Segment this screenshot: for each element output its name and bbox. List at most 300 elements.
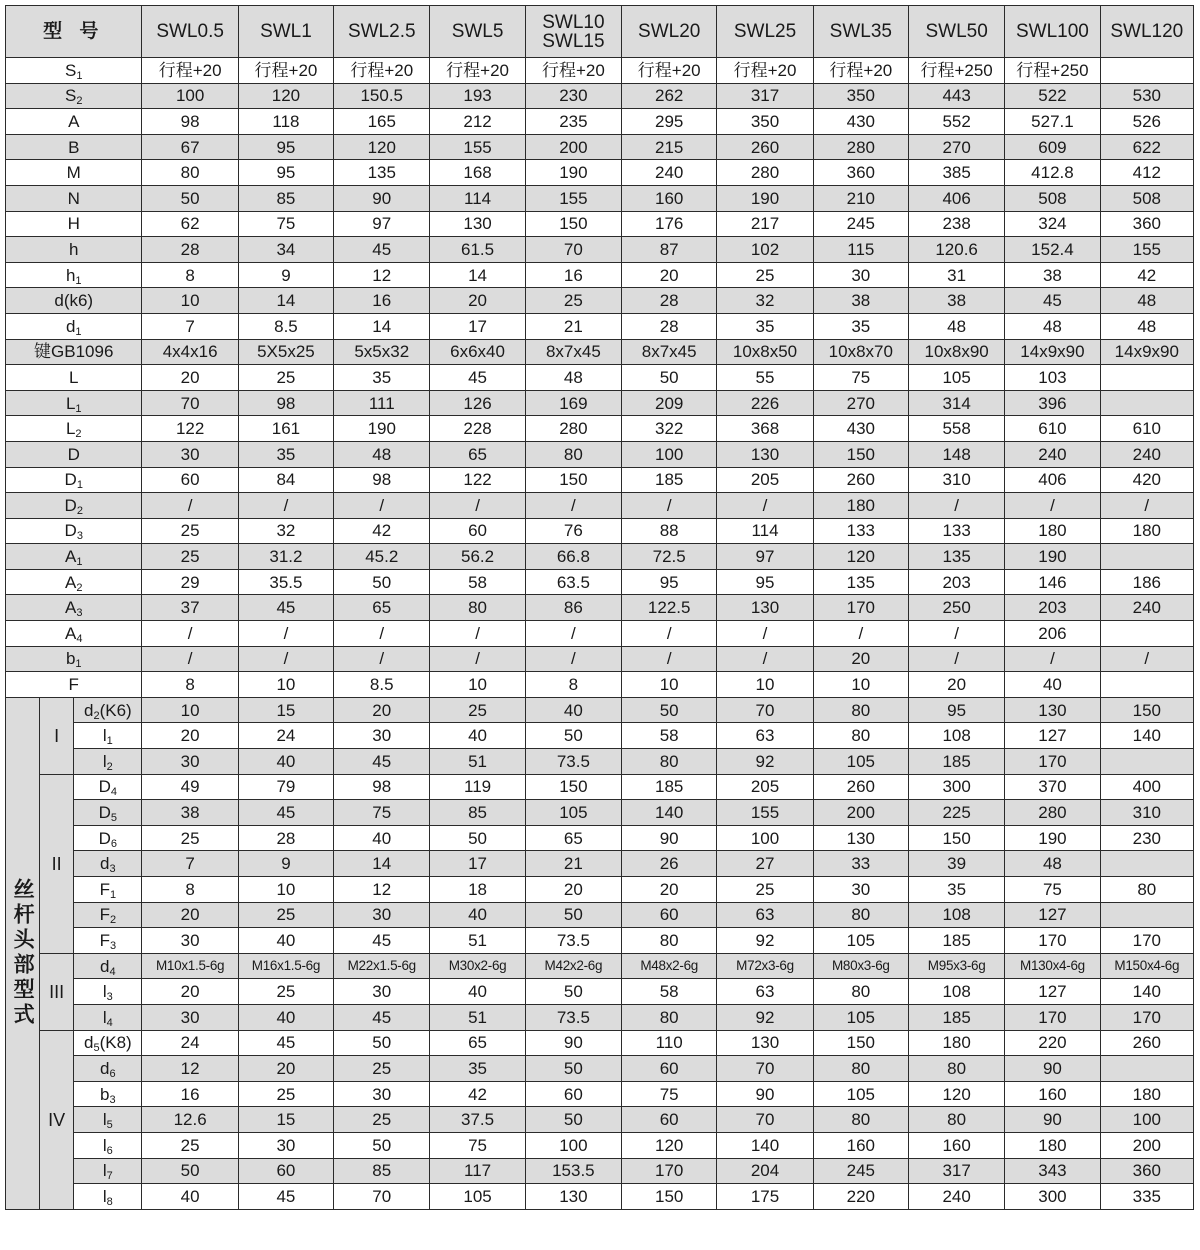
value-cell: / bbox=[142, 621, 238, 647]
value-cell: / bbox=[622, 646, 717, 672]
value-cell: M48x2-6g bbox=[622, 953, 717, 979]
value-cell: 92 bbox=[717, 1004, 813, 1030]
value-cell: 58 bbox=[622, 979, 717, 1005]
value-cell: 45 bbox=[238, 800, 333, 826]
value-cell: 190 bbox=[1005, 825, 1100, 851]
value-cell bbox=[1100, 1056, 1193, 1082]
value-cell: 25 bbox=[142, 1132, 238, 1158]
table-row bbox=[6, 697, 1194, 723]
value-cell: 28 bbox=[622, 288, 717, 314]
value-cell: 25 bbox=[334, 1107, 430, 1133]
value-cell: 30 bbox=[334, 902, 430, 928]
screw-section-title: 丝杆头部型式 bbox=[6, 697, 40, 1209]
value-cell: 105 bbox=[813, 928, 908, 954]
value-cell: 8 bbox=[142, 262, 238, 288]
value-cell: 30 bbox=[142, 749, 238, 775]
value-cell: 63 bbox=[717, 902, 813, 928]
value-cell: 310 bbox=[908, 467, 1004, 493]
value-cell: 114 bbox=[430, 185, 525, 211]
value-cell: 10x8x50 bbox=[717, 339, 813, 365]
value-cell: 67 bbox=[142, 134, 238, 160]
value-cell bbox=[1100, 544, 1193, 570]
value-cell: 180 bbox=[1005, 518, 1100, 544]
row-label bbox=[74, 1158, 142, 1184]
value-cell: 20 bbox=[334, 697, 430, 723]
value-cell: 108 bbox=[908, 723, 1004, 749]
model-header bbox=[717, 6, 813, 58]
value-cell: 30 bbox=[142, 928, 238, 954]
row-label-subscript: 2 bbox=[109, 914, 117, 927]
value-cell: 609 bbox=[1005, 134, 1100, 160]
table-row bbox=[6, 672, 1194, 698]
table-row bbox=[6, 467, 1194, 493]
value-cell: 32 bbox=[238, 518, 333, 544]
row-label-subscript: 2 bbox=[76, 95, 83, 108]
value-cell: 95 bbox=[622, 569, 717, 595]
row-label-text: A bbox=[65, 598, 77, 618]
row-label-subscript: 1 bbox=[76, 69, 83, 82]
value-cell: 70 bbox=[717, 1056, 813, 1082]
value-cell: 185 bbox=[908, 1004, 1004, 1030]
value-cell: 37 bbox=[142, 595, 238, 621]
value-cell: 80 bbox=[430, 595, 525, 621]
row-label bbox=[6, 339, 142, 365]
row-label-subscript: 3 bbox=[76, 530, 83, 543]
value-cell: 行程+20 bbox=[717, 58, 813, 84]
table-row bbox=[6, 1081, 1194, 1107]
row-label-subscript: 2 bbox=[76, 581, 83, 594]
value-cell: 65 bbox=[334, 595, 430, 621]
value-cell: 70 bbox=[525, 237, 621, 263]
table-row bbox=[6, 365, 1194, 391]
value-cell: 25 bbox=[142, 518, 238, 544]
value-cell: 8 bbox=[142, 877, 238, 903]
value-cell: 8 bbox=[142, 672, 238, 698]
value-cell: 130 bbox=[717, 1030, 813, 1056]
value-cell: 153.5 bbox=[525, 1158, 621, 1184]
value-cell: 35 bbox=[430, 1056, 525, 1082]
value-cell: 90 bbox=[1005, 1056, 1100, 1082]
value-cell: 48 bbox=[1100, 288, 1193, 314]
value-cell: 行程+20 bbox=[142, 58, 238, 84]
value-cell: 160 bbox=[1005, 1081, 1100, 1107]
value-cell: 90 bbox=[525, 1030, 621, 1056]
value-cell: 26 bbox=[622, 851, 717, 877]
table-row bbox=[6, 416, 1194, 442]
value-cell: 140 bbox=[622, 800, 717, 826]
value-cell: 10x8x90 bbox=[908, 339, 1004, 365]
value-cell: 65 bbox=[430, 441, 525, 467]
value-cell: 30 bbox=[334, 723, 430, 749]
value-cell: 80 bbox=[813, 697, 908, 723]
row-label bbox=[6, 441, 142, 467]
row-label bbox=[74, 1030, 142, 1056]
row-label-text: L bbox=[69, 367, 79, 387]
value-cell: 406 bbox=[908, 185, 1004, 211]
value-cell: 20 bbox=[813, 646, 908, 672]
row-label-text: b bbox=[65, 649, 76, 669]
row-label-text: h bbox=[69, 239, 79, 259]
value-cell: 90 bbox=[622, 825, 717, 851]
value-cell: 25 bbox=[334, 1056, 430, 1082]
value-cell: 230 bbox=[1100, 825, 1193, 851]
value-cell: 45.2 bbox=[334, 544, 430, 570]
value-cell: 80 bbox=[813, 723, 908, 749]
value-cell: / bbox=[717, 493, 813, 519]
value-cell: 127 bbox=[1005, 902, 1100, 928]
row-label bbox=[6, 262, 142, 288]
table-row bbox=[6, 877, 1194, 903]
value-cell: 295 bbox=[622, 109, 717, 135]
value-cell: / bbox=[717, 646, 813, 672]
value-cell: 108 bbox=[908, 979, 1004, 1005]
value-cell: 28 bbox=[238, 825, 333, 851]
value-cell: 60 bbox=[622, 902, 717, 928]
value-cell: 155 bbox=[430, 134, 525, 160]
value-cell: 12 bbox=[334, 262, 430, 288]
model-header bbox=[142, 6, 238, 58]
row-label-text: l bbox=[102, 751, 107, 771]
value-cell: 203 bbox=[1005, 595, 1100, 621]
row-label-text: L bbox=[65, 393, 76, 413]
value-cell: 130 bbox=[525, 1184, 621, 1210]
value-cell: 73.5 bbox=[525, 1004, 621, 1030]
value-cell: 25 bbox=[142, 825, 238, 851]
value-cell: 60 bbox=[430, 518, 525, 544]
value-cell: 310 bbox=[1100, 800, 1193, 826]
value-cell: 260 bbox=[813, 467, 908, 493]
value-cell: 250 bbox=[908, 595, 1004, 621]
value-cell: 150 bbox=[813, 441, 908, 467]
value-cell: / bbox=[430, 621, 525, 647]
value-cell: 200 bbox=[1100, 1132, 1193, 1158]
value-cell: 15 bbox=[238, 697, 333, 723]
row-label-text: S bbox=[65, 86, 77, 106]
value-cell: 48 bbox=[1005, 313, 1100, 339]
value-cell: M80x3-6g bbox=[813, 953, 908, 979]
value-cell: 30 bbox=[142, 441, 238, 467]
row-label-subscript: 5 bbox=[93, 1042, 100, 1055]
value-cell: / bbox=[430, 646, 525, 672]
value-cell: 185 bbox=[622, 774, 717, 800]
value-cell: 314 bbox=[908, 390, 1004, 416]
value-cell: 205 bbox=[717, 467, 813, 493]
value-cell: 396 bbox=[1005, 390, 1100, 416]
value-cell: 14 bbox=[334, 851, 430, 877]
value-cell: 75 bbox=[813, 365, 908, 391]
value-cell: 200 bbox=[525, 134, 621, 160]
row-label-text: l bbox=[102, 1161, 107, 1181]
value-cell: 324 bbox=[1005, 211, 1100, 237]
row-label-subscript: 8 bbox=[106, 1195, 113, 1208]
value-cell: 行程+20 bbox=[622, 58, 717, 84]
value-cell: 508 bbox=[1100, 185, 1193, 211]
row-label-subscript: 1 bbox=[75, 402, 82, 415]
value-cell: 105 bbox=[813, 1004, 908, 1030]
value-cell: 212 bbox=[430, 109, 525, 135]
row-label bbox=[74, 902, 142, 928]
value-cell: 170 bbox=[1005, 749, 1100, 775]
row-label-subscript: 3 bbox=[76, 607, 83, 620]
value-cell: 25 bbox=[238, 365, 333, 391]
value-cell: / bbox=[1005, 646, 1100, 672]
value-cell: 63.5 bbox=[525, 569, 621, 595]
table-row bbox=[6, 723, 1194, 749]
value-cell: 8 bbox=[525, 672, 621, 698]
value-cell: 190 bbox=[525, 160, 621, 186]
value-cell: 25 bbox=[142, 544, 238, 570]
value-cell: 28 bbox=[142, 237, 238, 263]
value-cell: 90 bbox=[334, 185, 430, 211]
model-header bbox=[908, 6, 1004, 58]
value-cell: / bbox=[525, 621, 621, 647]
value-cell: 170 bbox=[1100, 928, 1193, 954]
value-cell: 51 bbox=[430, 1004, 525, 1030]
row-label-text: D bbox=[98, 777, 111, 797]
value-cell: 526 bbox=[1100, 109, 1193, 135]
row-label-subscript: 6 bbox=[109, 1067, 116, 1080]
value-cell: 133 bbox=[908, 518, 1004, 544]
row-label-subscript: 1 bbox=[75, 274, 82, 287]
row-label bbox=[74, 877, 142, 903]
row-label bbox=[74, 749, 142, 775]
table-row bbox=[6, 58, 1194, 84]
table-row bbox=[6, 441, 1194, 467]
value-cell: 97 bbox=[717, 544, 813, 570]
value-cell: 118 bbox=[238, 109, 333, 135]
value-cell: 75 bbox=[334, 800, 430, 826]
value-cell: / bbox=[334, 621, 430, 647]
value-cell: 39 bbox=[908, 851, 1004, 877]
value-cell: 38 bbox=[908, 288, 1004, 314]
row-label bbox=[74, 1132, 142, 1158]
value-cell: 522 bbox=[1005, 83, 1100, 109]
row-label-subscript: 6 bbox=[110, 837, 118, 850]
value-cell: 40 bbox=[525, 697, 621, 723]
row-label-text: F bbox=[68, 675, 79, 695]
value-cell: 31.2 bbox=[238, 544, 333, 570]
value-cell: M150x4-6g bbox=[1100, 953, 1193, 979]
value-cell: 80 bbox=[142, 160, 238, 186]
value-cell: 95 bbox=[238, 160, 333, 186]
value-cell: 行程+20 bbox=[430, 58, 525, 84]
value-cell: 31 bbox=[908, 262, 1004, 288]
value-cell: 84 bbox=[238, 467, 333, 493]
row-label-text: M bbox=[66, 163, 81, 183]
value-cell: 66.8 bbox=[525, 544, 621, 570]
value-cell: 370 bbox=[1005, 774, 1100, 800]
header-row bbox=[6, 6, 1194, 58]
value-cell: 300 bbox=[1005, 1184, 1100, 1210]
value-cell: 406 bbox=[1005, 467, 1100, 493]
value-cell: 12.6 bbox=[142, 1107, 238, 1133]
row-label-subscript: 4 bbox=[110, 786, 118, 799]
value-cell: 25 bbox=[238, 1081, 333, 1107]
value-cell: 75 bbox=[430, 1132, 525, 1158]
model-header bbox=[430, 6, 525, 58]
value-cell: 87 bbox=[622, 237, 717, 263]
row-label-text: L bbox=[65, 419, 76, 439]
value-cell: 155 bbox=[1100, 237, 1193, 263]
value-cell: 14x9x90 bbox=[1005, 339, 1100, 365]
value-cell: 50 bbox=[430, 825, 525, 851]
row-label bbox=[74, 928, 142, 954]
value-cell: 62 bbox=[142, 211, 238, 237]
value-cell: 161 bbox=[238, 416, 333, 442]
value-cell: 240 bbox=[1100, 595, 1193, 621]
table-row bbox=[6, 953, 1194, 979]
value-cell: 238 bbox=[908, 211, 1004, 237]
value-cell: 20 bbox=[908, 672, 1004, 698]
value-cell: 300 bbox=[908, 774, 1004, 800]
value-cell: 152.4 bbox=[1005, 237, 1100, 263]
value-cell: 55 bbox=[717, 365, 813, 391]
value-cell: 30 bbox=[334, 1081, 430, 1107]
row-label-text: d bbox=[100, 1058, 110, 1078]
value-cell: / bbox=[717, 621, 813, 647]
value-cell: 73.5 bbox=[525, 928, 621, 954]
value-cell: 180 bbox=[1100, 518, 1193, 544]
value-cell: 30 bbox=[334, 979, 430, 1005]
model-name: SWL0.5 bbox=[156, 21, 224, 42]
value-cell: 50 bbox=[142, 185, 238, 211]
value-cell: 63 bbox=[717, 979, 813, 1005]
value-cell bbox=[1100, 902, 1193, 928]
value-cell: 45 bbox=[334, 1004, 430, 1030]
value-cell: 185 bbox=[622, 467, 717, 493]
value-cell: 42 bbox=[334, 518, 430, 544]
value-cell: 45 bbox=[238, 595, 333, 621]
value-cell: 70 bbox=[717, 697, 813, 723]
value-cell: 120 bbox=[813, 544, 908, 570]
value-cell: 260 bbox=[1100, 1030, 1193, 1056]
value-cell: 10 bbox=[430, 672, 525, 698]
value-cell: 155 bbox=[525, 185, 621, 211]
row-label-text: D bbox=[98, 828, 111, 848]
value-cell: 50 bbox=[334, 1030, 430, 1056]
value-cell: 80 bbox=[813, 1056, 908, 1082]
model-header bbox=[1005, 6, 1100, 58]
row-label bbox=[74, 774, 142, 800]
row-label-subscript: 4 bbox=[106, 1016, 113, 1029]
value-cell: 12 bbox=[334, 877, 430, 903]
value-cell: 10 bbox=[238, 877, 333, 903]
value-cell: 262 bbox=[622, 83, 717, 109]
value-cell: 50 bbox=[525, 902, 621, 928]
value-cell: 160 bbox=[813, 1132, 908, 1158]
row-label bbox=[6, 313, 142, 339]
value-cell: 235 bbox=[525, 109, 621, 135]
value-cell: 20 bbox=[238, 1056, 333, 1082]
value-cell: / bbox=[525, 646, 621, 672]
value-cell: 100 bbox=[717, 825, 813, 851]
row-label-text: l bbox=[102, 726, 107, 746]
value-cell: 56.2 bbox=[430, 544, 525, 570]
table-row bbox=[6, 237, 1194, 263]
value-cell: 350 bbox=[717, 109, 813, 135]
row-label-text: 键GB1096 bbox=[34, 342, 114, 362]
value-cell: 16 bbox=[525, 262, 621, 288]
value-cell: 140 bbox=[1100, 979, 1193, 1005]
value-cell: 10x8x70 bbox=[813, 339, 908, 365]
value-cell: 146 bbox=[1005, 569, 1100, 595]
row-label bbox=[6, 518, 142, 544]
value-cell: 48 bbox=[334, 441, 430, 467]
row-label bbox=[6, 109, 142, 135]
value-cell: 50 bbox=[622, 697, 717, 723]
row-label-subscript: 6 bbox=[106, 1144, 113, 1157]
spec-table-body bbox=[6, 6, 1194, 1210]
value-cell: 280 bbox=[525, 416, 621, 442]
value-cell: 20 bbox=[142, 723, 238, 749]
value-cell: 8.5 bbox=[238, 313, 333, 339]
value-cell: 260 bbox=[813, 774, 908, 800]
screw-group-label: IV bbox=[40, 1030, 74, 1209]
value-cell: 17 bbox=[430, 313, 525, 339]
value-cell: / bbox=[238, 493, 333, 519]
row-label-text: D bbox=[98, 803, 111, 823]
value-cell: 180 bbox=[1005, 1132, 1100, 1158]
model-name: SWL120 bbox=[1110, 21, 1184, 42]
value-cell: 180 bbox=[908, 1030, 1004, 1056]
value-cell: 10 bbox=[238, 672, 333, 698]
value-cell: 105 bbox=[813, 749, 908, 775]
value-cell: 120 bbox=[908, 1081, 1004, 1107]
value-cell: 130 bbox=[813, 825, 908, 851]
value-cell: / bbox=[908, 621, 1004, 647]
row-label bbox=[74, 1004, 142, 1030]
value-cell: 127 bbox=[1005, 723, 1100, 749]
table-row bbox=[6, 390, 1194, 416]
table-row bbox=[6, 211, 1194, 237]
value-cell: / bbox=[334, 493, 430, 519]
row-label-subscript: 1 bbox=[76, 479, 83, 492]
value-cell: 127 bbox=[1005, 979, 1100, 1005]
value-cell: 133 bbox=[813, 518, 908, 544]
table-row bbox=[6, 262, 1194, 288]
row-label bbox=[74, 1081, 142, 1107]
value-cell: 20 bbox=[430, 288, 525, 314]
row-label bbox=[6, 134, 142, 160]
table-row bbox=[6, 544, 1194, 570]
value-cell: 225 bbox=[908, 800, 1004, 826]
value-cell: 24 bbox=[238, 723, 333, 749]
value-cell: 65 bbox=[525, 825, 621, 851]
value-cell: 48 bbox=[1005, 851, 1100, 877]
value-cell: 40 bbox=[334, 825, 430, 851]
row-label-subscript: 3 bbox=[109, 1093, 116, 1106]
value-cell: 10 bbox=[717, 672, 813, 698]
value-cell: 25 bbox=[238, 979, 333, 1005]
row-label-text: l bbox=[102, 1007, 107, 1027]
row-label bbox=[6, 493, 142, 519]
model-name: SWL35 bbox=[829, 21, 892, 42]
value-cell: 105 bbox=[430, 1184, 525, 1210]
value-cell: 385 bbox=[908, 160, 1004, 186]
value-cell: 368 bbox=[717, 416, 813, 442]
row-label-text: D bbox=[67, 444, 80, 464]
value-cell bbox=[1100, 672, 1193, 698]
row-label bbox=[6, 595, 142, 621]
table-row bbox=[6, 1107, 1194, 1133]
value-cell: / bbox=[142, 646, 238, 672]
value-cell: 230 bbox=[525, 83, 621, 109]
row-label-text: A bbox=[65, 547, 77, 567]
row-label bbox=[6, 390, 142, 416]
value-cell: 558 bbox=[908, 416, 1004, 442]
table-row bbox=[6, 185, 1194, 211]
value-cell: 42 bbox=[430, 1081, 525, 1107]
